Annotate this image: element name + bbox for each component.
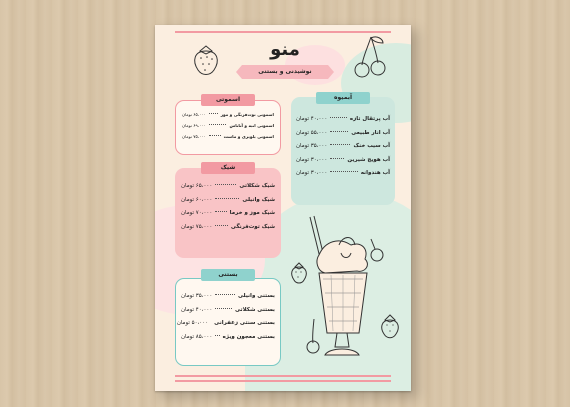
top-rule <box>175 31 391 33</box>
menu-item: آب پرتقال تازه ۴۰،۰۰۰ تومان <box>296 116 390 122</box>
menu-item: شیک توت‌فرنگی ۷۵،۰۰۰ تومان <box>181 223 275 230</box>
menu-item: بستنی معجون ویژه ۸۵،۰۰۰ تومان <box>181 333 275 340</box>
menu-item: آب سیب خنک ۳۵،۰۰۰ تومان <box>296 143 390 149</box>
menu-item: شیک وانیلی ۶۰،۰۰۰ تومان <box>181 196 275 203</box>
menu-item: بستنی شکلاتی ۴۰،۰۰۰ تومان <box>181 306 275 313</box>
menu-sheet <box>155 25 411 391</box>
strawberry-icon <box>190 43 222 79</box>
menu-item: شیک موز و خرما ۷۰،۰۰۰ تومان <box>181 210 275 216</box>
menu-item: بستنی سنتی زعفرانی ۵۰،۰۰۰ تومان <box>176 320 275 326</box>
menu-item: شیک شکلاتی ۶۵،۰۰۰ تومان <box>181 183 275 189</box>
menu-item: آب انار طبیعی ۵۵،۰۰۰ تومان <box>296 129 390 136</box>
menu-item: آب هندوانه ۳۰،۰۰۰ تومان <box>296 170 390 176</box>
bottom-rule <box>175 380 391 382</box>
strawberry-icon <box>288 261 310 287</box>
menu-item: آب هویج شیرین ۳۰،۰۰۰ تومان <box>296 156 390 163</box>
juice-heading: آبمیوه <box>316 92 370 104</box>
menu-subtitle: نوشیدنی و بستنی <box>242 65 328 79</box>
juice-list <box>296 116 390 184</box>
icecream-list <box>176 293 275 347</box>
smoothie-list <box>182 112 274 145</box>
cherry-icon <box>303 317 323 353</box>
menu-item: اسموتی انبه و آناناس ۶۹،۰۰۰ تومان <box>182 123 274 128</box>
shake-list <box>181 183 275 237</box>
icecream-heading: بستنی <box>201 269 255 281</box>
smoothie-heading: اسموتی <box>201 94 255 106</box>
shake-heading: شیک <box>201 162 255 174</box>
bottom-rule <box>175 375 391 377</box>
strawberry-icon <box>378 313 402 341</box>
cherry-icon <box>353 35 387 81</box>
menu-item: اسموتی توت‌فرنگی و موز ۶۵،۰۰۰ تومان <box>182 112 274 117</box>
menu-item: اسموتی بلوبری و ماست ۷۵،۰۰۰ تومان <box>182 134 274 139</box>
menu-title: منو <box>270 39 300 60</box>
menu-item: بستنی وانیلی ۳۵،۰۰۰ تومان <box>181 293 275 299</box>
